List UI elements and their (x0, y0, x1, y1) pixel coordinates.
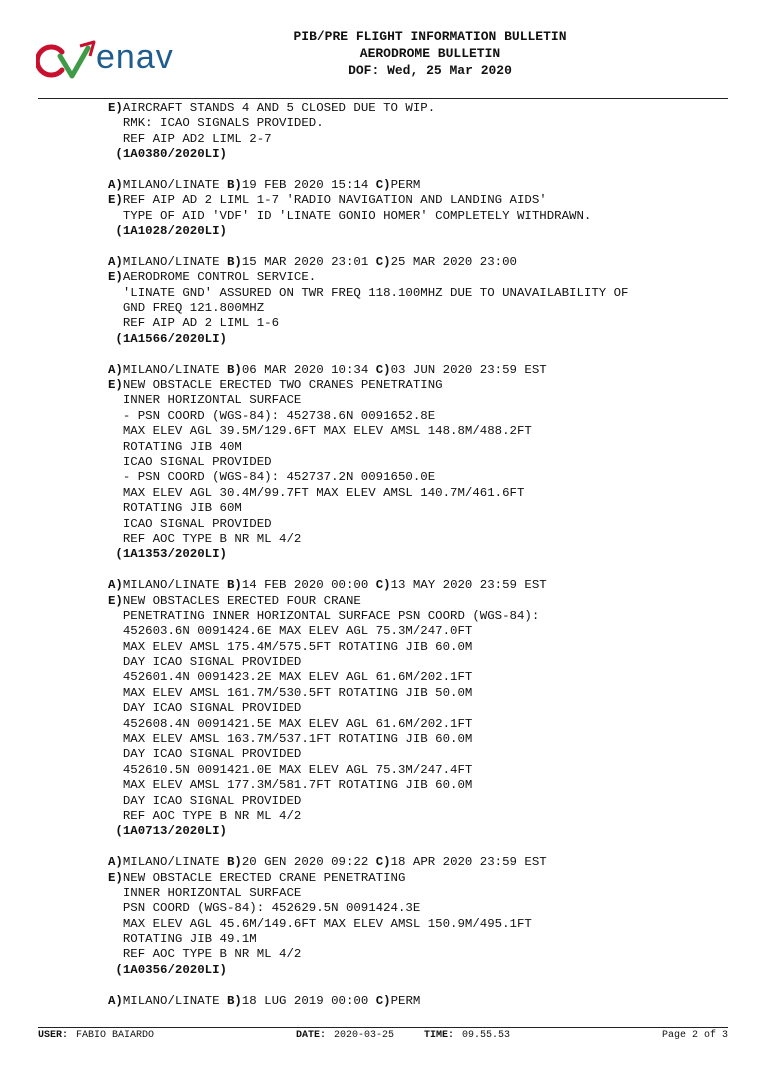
bulletin-line (108, 717, 728, 732)
bulletin-line (108, 286, 728, 301)
field-key: C) (375, 855, 391, 870)
line-text: AIRCRAFT STANDS 4 AND 5 CLOSED DUE TO WIP. (122, 101, 436, 115)
line-text: MILANO/LINATE (122, 855, 227, 870)
bulletin-line (108, 886, 728, 901)
bulletin-line (108, 409, 728, 424)
bulletin-line (108, 901, 728, 916)
bulletin-line (108, 255, 728, 270)
line-text: 452610.5N 0091421.0E MAX ELEV AGL 75.3M/247.4FT (108, 762, 473, 777)
field-key: B) (226, 362, 242, 377)
time-label: TIME: (424, 1030, 455, 1041)
blank-line (108, 347, 728, 362)
field-key: B) (226, 177, 242, 192)
field-key: B) (226, 855, 242, 870)
line-text: PERM (390, 993, 421, 1008)
line-text: MILANO/LINATE (122, 254, 227, 269)
bulletin-header (0, 0, 764, 100)
field-key: A) (108, 362, 123, 377)
bulletin-line (108, 763, 728, 778)
bulletin-line (108, 855, 728, 870)
line-text: REF AOC TYPE B NR ML 4/2 (108, 808, 302, 823)
field-key: C) (375, 177, 391, 192)
bulletin-subtitle: AERODROME BULLETIN (359, 46, 501, 61)
field-key: B) (226, 578, 242, 593)
bulletin-line (108, 424, 728, 439)
bulletin-line (108, 224, 728, 239)
line-text: MILANO/LINATE (122, 177, 227, 192)
line-text: NEW OBSTACLES ERECTED FOUR CRANE (122, 593, 361, 608)
line-text: MAX ELEV AGL 30.4M/99.7FT MAX ELEV AMSL 140.7M/461.6FT (108, 485, 525, 500)
bulletin-line (108, 101, 728, 116)
bulletin-line (108, 517, 728, 532)
line-text: 15 MAR 2020 23:01 (241, 254, 376, 269)
bulletin-line (108, 732, 728, 747)
field-key: C) (375, 993, 391, 1008)
line-text: INNER HORIZONTAL SURFACE (108, 393, 302, 408)
field-key: A) (108, 855, 123, 870)
notam-reference: (1A0380/2020LI) (108, 147, 227, 162)
bulletin-line (108, 640, 728, 655)
notam-reference: (1A1353/2020LI) (108, 547, 227, 562)
bulletin-line (108, 794, 728, 809)
line-text: DAY ICAO SIGNAL PROVIDED (108, 655, 302, 670)
line-text: AERODROME CONTROL SERVICE. (122, 270, 317, 285)
bulletin-line (108, 132, 728, 147)
line-text: ROTATING JIB 60M (108, 501, 242, 516)
line-text: 13 MAY 2020 23:59 EST (390, 578, 547, 593)
blank-line (108, 978, 728, 993)
date-label: DATE: (296, 1030, 327, 1041)
line-text: 18 APR 2020 23:59 EST (390, 855, 547, 870)
enav-logo-text: enav (96, 38, 174, 76)
line-text: 06 MAR 2020 10:34 (241, 362, 376, 377)
bulletin-line (108, 578, 728, 593)
line-text: REF AIP AD 2 LIML 1-7 'RADIO NAVIGATION AND LANDING AIDS' (122, 193, 547, 208)
line-text: MILANO/LINATE (122, 993, 227, 1008)
blank-line (108, 840, 728, 855)
line-text: 452603.6N 0091424.6E MAX ELEV AGL 75.3M/247.0FT (108, 624, 473, 639)
field-key: E) (108, 378, 123, 393)
bulletin-line (108, 393, 728, 408)
header-divider (38, 98, 728, 99)
footer-divider (38, 1027, 728, 1028)
bulletin-line (108, 701, 728, 716)
field-key: E) (108, 593, 123, 608)
line-text: ICAO SIGNAL PROVIDED (108, 454, 272, 469)
bulletin-line (108, 332, 728, 347)
line-text: DAY ICAO SIGNAL PROVIDED (108, 701, 302, 716)
line-text: 03 JUN 2020 23:59 EST (390, 362, 547, 377)
line-text: GND FREQ 121.800MHZ (108, 301, 265, 316)
line-text: MAX ELEV AMSL 163.7M/537.1FT ROTATING JIB 60.0M (108, 732, 473, 747)
bulletin-line (108, 316, 728, 331)
bulletin-line (108, 470, 728, 485)
enav-logo (36, 32, 196, 92)
line-text: ROTATING JIB 40M (108, 439, 242, 454)
user-value: FABIO BAIARDO (76, 1030, 155, 1041)
blank-line (108, 240, 728, 255)
bulletin-line (108, 116, 728, 131)
bulletin-line (108, 871, 728, 886)
bulletin-line (108, 532, 728, 547)
line-text: MAX ELEV AGL 39.5M/129.6FT MAX ELEV AMSL 148.8M/488.2FT (108, 424, 532, 439)
bulletin-line (108, 547, 728, 562)
line-text: ROTATING JIB 49.1M (108, 932, 257, 947)
line-text: NEW OBSTACLE ERECTED TWO CRANES PENETRATING (122, 378, 443, 393)
blank-line (108, 163, 728, 178)
field-key: E) (108, 270, 123, 285)
page-number: Page 2 of 3 (661, 1030, 728, 1041)
bulletin-line (108, 947, 728, 962)
field-key: C) (375, 578, 391, 593)
bulletin-line (108, 363, 728, 378)
bulletin-line (108, 655, 728, 670)
line-text: DAY ICAO SIGNAL PROVIDED (108, 793, 302, 808)
line-text: PENETRATING INNER HORIZONTAL SURFACE PSN COORD (WGS-84): (108, 608, 540, 623)
notam-reference: (1A0713/2020LI) (108, 824, 227, 839)
line-text: NEW OBSTACLE ERECTED CRANE PENETRATING (122, 870, 406, 885)
line-text: MAX ELEV AMSL 161.7M/530.5FT ROTATING JIB 50.0M (108, 685, 473, 700)
bulletin-line (108, 193, 728, 208)
bulletin-line (108, 994, 728, 1009)
bulletin-line (108, 747, 728, 762)
bulletin-line (108, 270, 728, 285)
date-value: 2020-03-25 (334, 1030, 395, 1041)
field-key: A) (108, 177, 123, 192)
bulletin-line (108, 440, 728, 455)
bulletin-line (108, 147, 728, 162)
line-text: INNER HORIZONTAL SURFACE (108, 885, 302, 900)
bulletin-title: PIB/PRE FLIGHT INFORMATION BULLETIN (293, 29, 567, 44)
line-text: 25 MAR 2020 23:00 (390, 254, 517, 269)
line-text: ICAO SIGNAL PROVIDED (108, 516, 272, 531)
line-text: REF AIP AD2 LIML 2-7 (108, 131, 272, 146)
bulletin-line (108, 963, 728, 978)
bulletin-line (108, 455, 728, 470)
line-text: RMK: ICAO SIGNALS PROVIDED. (108, 116, 324, 131)
line-text: MILANO/LINATE (122, 578, 227, 593)
bulletin-line (108, 917, 728, 932)
line-text: DAY ICAO SIGNAL PROVIDED (108, 747, 302, 762)
bulletin-line (108, 824, 728, 839)
bulletin-line (108, 809, 728, 824)
bulletin-line (108, 624, 728, 639)
bulletin-line (108, 932, 728, 947)
line-text: REF AIP AD 2 LIML 1-6 (108, 316, 280, 331)
field-key: C) (375, 254, 391, 269)
bulletin-line (108, 178, 728, 193)
line-text: - PSN COORD (WGS-84): 452737.2N 0091650.0E (108, 470, 436, 485)
bulletin-line (108, 301, 728, 316)
line-text: REF AOC TYPE B NR ML 4/2 (108, 947, 302, 962)
line-text: PSN COORD (WGS-84): 452629.5N 0091424.3E (108, 901, 421, 916)
field-key: C) (375, 362, 391, 377)
line-text: MAX ELEV AGL 45.6M/149.6FT MAX ELEV AMSL 150.9M/495.1FT (108, 916, 532, 931)
date-of-flight: DOF: Wed, 25 Mar 2020 (348, 63, 512, 78)
line-text: 452601.4N 0091423.2E MAX ELEV AGL 61.6M/202.1FT (108, 670, 473, 685)
notam-reference: (1A1566/2020LI) (108, 331, 227, 346)
line-text: MAX ELEV AMSL 175.4M/575.5FT ROTATING JIB 60.0M (108, 639, 473, 654)
line-text: 'LINATE GND' ASSURED ON TWR FREQ 118.100MHZ DUE TO UNAVAILABILITY OF (108, 285, 629, 300)
line-text: MAX ELEV AMSL 177.3M/581.7FT ROTATING JIB 60.0M (108, 778, 473, 793)
page-footer (38, 1030, 728, 1044)
time-value: 09.55.53 (462, 1030, 511, 1041)
field-key: A) (108, 578, 123, 593)
field-key: B) (226, 993, 242, 1008)
notam-reference: (1A0356/2020LI) (108, 962, 227, 977)
notam-reference: (1A1028/2020LI) (108, 224, 227, 239)
line-text: 20 GEN 2020 09:22 (241, 855, 376, 870)
line-text: 19 FEB 2020 15:14 (241, 177, 376, 192)
line-text: PERM (390, 177, 421, 192)
bulletin-title-block (260, 28, 600, 79)
field-key: E) (108, 870, 123, 885)
field-key: A) (108, 254, 123, 269)
line-text: REF AOC TYPE B NR ML 4/2 (108, 531, 302, 546)
field-key: E) (108, 101, 123, 115)
bulletin-line (108, 609, 728, 624)
blank-line (108, 563, 728, 578)
line-text: 452608.4N 0091421.5E MAX ELEV AGL 61.6M/202.1FT (108, 716, 473, 731)
bulletin-line (108, 686, 728, 701)
field-key: B) (226, 254, 242, 269)
bulletin-line (108, 378, 728, 393)
line-text: TYPE OF AID 'VDF' ID 'LINATE GONIO HOMER' COMPLETELY WITHDRAWN. (108, 208, 592, 223)
bulletin-line (108, 486, 728, 501)
line-text: 14 FEB 2020 00:00 (241, 578, 376, 593)
bulletin-line (108, 778, 728, 793)
bulletin-line (108, 501, 728, 516)
bulletin-line (108, 209, 728, 224)
bulletin-line (108, 594, 728, 609)
user-label: USER: (38, 1030, 69, 1041)
line-text: - PSN COORD (WGS-84): 452738.6N 0091652.8E (108, 408, 436, 423)
line-text: MILANO/LINATE (122, 362, 227, 377)
bulletin-line (108, 670, 728, 685)
field-key: E) (108, 193, 123, 208)
line-text: 18 LUG 2019 00:00 (241, 993, 376, 1008)
field-key: A) (108, 993, 123, 1008)
notam-list (108, 101, 728, 1009)
